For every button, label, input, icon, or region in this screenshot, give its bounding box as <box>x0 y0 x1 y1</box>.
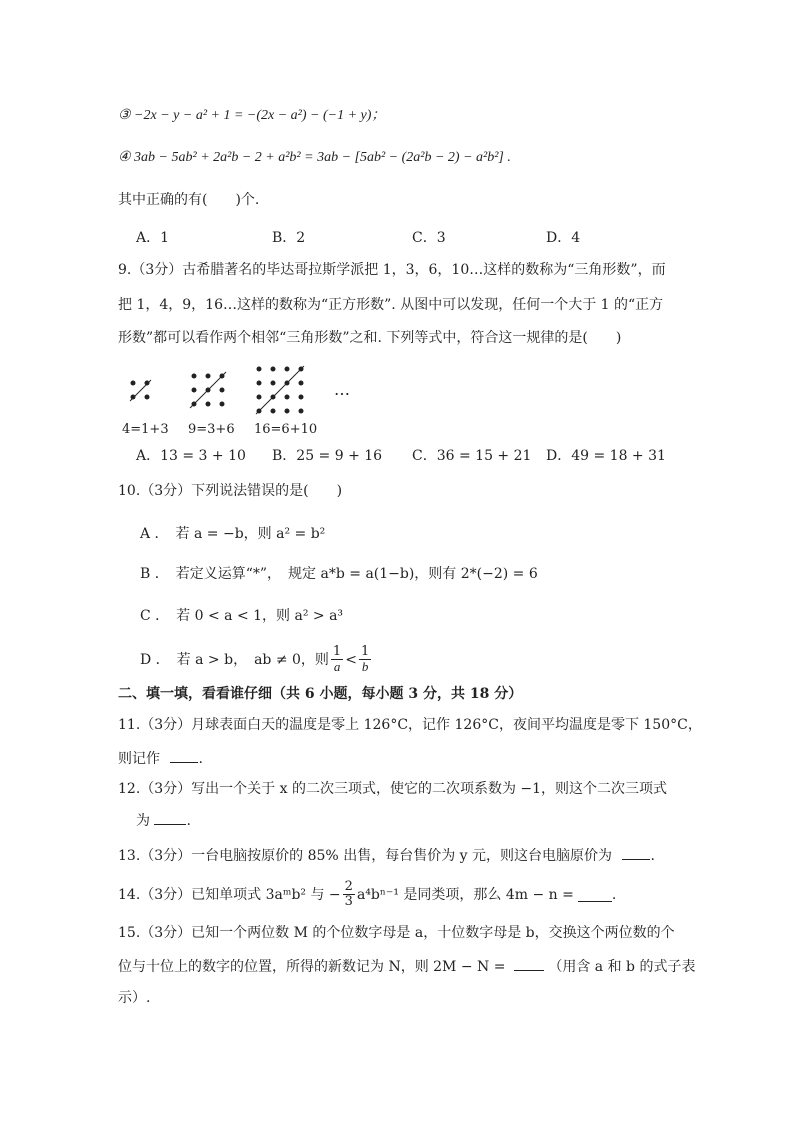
answer-blank[interactable] <box>622 845 650 860</box>
caption-4: 4=1+3 <box>122 422 169 437</box>
q8-option-c: C．3 <box>412 230 446 246</box>
fraction-numerator: 1 <box>360 644 370 659</box>
q12-line-1: 12.（3分）写出一个关于 x 的二次三项式，使它的二次项系数为 −1，则这个二次三项式 <box>118 781 668 797</box>
period: . <box>650 848 655 864</box>
answer-blank[interactable] <box>170 748 198 763</box>
q11-line-1: 11.（3分）月球表面白天的温度是零上 126°C，记作 126°C，夜间平均温度是零下 150°C， <box>118 717 702 733</box>
q12-line-2 <box>136 810 191 831</box>
q8-option-a: A．1 <box>136 230 170 246</box>
fraction-denominator: b <box>361 659 369 674</box>
q8-question: 其中正确的有( )个. <box>118 192 260 208</box>
dot-figure-4 <box>126 378 156 404</box>
figure-ellipsis: … <box>334 380 350 399</box>
q10-option-b: B ． 若定义运算“*”， 规定 a*b = a(1−b)，则有 2*(−2) = 6 <box>140 566 538 582</box>
period: . <box>198 751 203 767</box>
q10-stem: 10.（3分）下列说法错误的是( ) <box>118 483 343 499</box>
fraction-numerator: 2 <box>344 879 353 894</box>
q14-fraction <box>343 880 355 909</box>
dot-figure-16 <box>254 364 306 416</box>
q14-suffix: a⁴bⁿ⁻¹ 是同类项，那么 4m − n = <box>356 886 574 903</box>
answer-blank[interactable] <box>578 887 612 902</box>
q15-line-3: 示）. <box>118 990 151 1006</box>
fraction-numerator: 1 <box>332 644 342 659</box>
q9-option-d: D．49 = 18 + 31 <box>546 448 666 464</box>
fraction-denominator: a <box>333 659 341 674</box>
section-2-heading: 二、填一填，看看谁仔细（共 6 小题，每小题 3 分，共 18 分） <box>118 686 523 702</box>
period: . <box>186 813 191 829</box>
caption-9: 9=3+6 <box>188 422 235 437</box>
q9-stem-line-1: 9.（3分）古希腊著名的毕达哥拉斯学派把 1，3，6，10…这样的数称为“三角形数”，而 <box>118 262 666 278</box>
q10-d-prefix: D ． 若 a > b， ab ≠ 0，则 <box>140 651 329 668</box>
answer-blank[interactable] <box>154 810 186 825</box>
q9-stem-line-3: 形数”都可以看作两个相邻“三角形数”之和. 下列等式中，符合这一规律的是( ) <box>118 330 622 346</box>
q9-option-a: A．13 = 3 + 10 <box>136 448 246 464</box>
q8-option-b: B．2 <box>272 230 306 246</box>
q8-item-3: ③ −2x − y − a² + 1 = −(2x − a²) − (−1 + y)； <box>118 108 386 123</box>
q10-d-fraction-1 <box>331 645 343 674</box>
q9-option-c: C．36 = 15 + 21 <box>412 448 532 464</box>
caption-16: 16=6+10 <box>254 422 318 437</box>
dot-figure-9 <box>188 370 228 410</box>
q13-text: 13.（3分）一台电脑按原价的 85% 出售，每台售价为 y 元，则这台电脑原价为 <box>118 848 612 864</box>
q10-option-a: A ． 若 a = −b，则 a² = b² <box>140 526 326 542</box>
q15-line-2 <box>118 956 695 977</box>
q9-stem-line-2: 把 1，4，9，16…这样的数称为“正方形数”. 从图中可以发现，任何一个大于 1 的“正方 <box>118 297 664 313</box>
q8-item-4: ④ 3ab − 5ab² + 2a²b − 2 + a²b² = 3ab − [5ab² − (2a²b − 2) − a²b²] . <box>118 150 511 165</box>
less-than: < <box>345 651 357 668</box>
q15-line-1: 15.（3分）已知一个两位数 M 的个位数字母是 a，十位数字母是 b，交换这个两位数的个 <box>118 925 675 941</box>
q14-line <box>118 880 616 909</box>
q9-option-b: B．25 = 9 + 16 <box>272 448 383 464</box>
q10-option-c: C ． 若 0 < a < 1，则 a² > a³ <box>140 608 344 624</box>
period: . <box>611 886 617 903</box>
q11-line-2 <box>118 748 203 769</box>
q13-line-1 <box>118 845 655 866</box>
q10-d-fraction-2 <box>359 645 371 674</box>
q10-option-d <box>140 645 373 674</box>
q11-line-2-text: 则记作 <box>118 751 160 767</box>
answer-blank[interactable] <box>514 956 544 971</box>
q14-prefix: 14.（3分）已知单项式 3aᵐb² 与 − <box>118 886 341 903</box>
fraction-denominator: 3 <box>344 894 353 909</box>
q12-line-2-text: 为 <box>136 813 150 829</box>
q15-line-2b: （用含 a 和 b 的式子表 <box>548 959 696 975</box>
q15-line-2a: 位与十位上的数字的位置，所得的新数记为 N，则 2M − N = <box>118 959 506 975</box>
q8-option-d: D．4 <box>546 230 581 246</box>
